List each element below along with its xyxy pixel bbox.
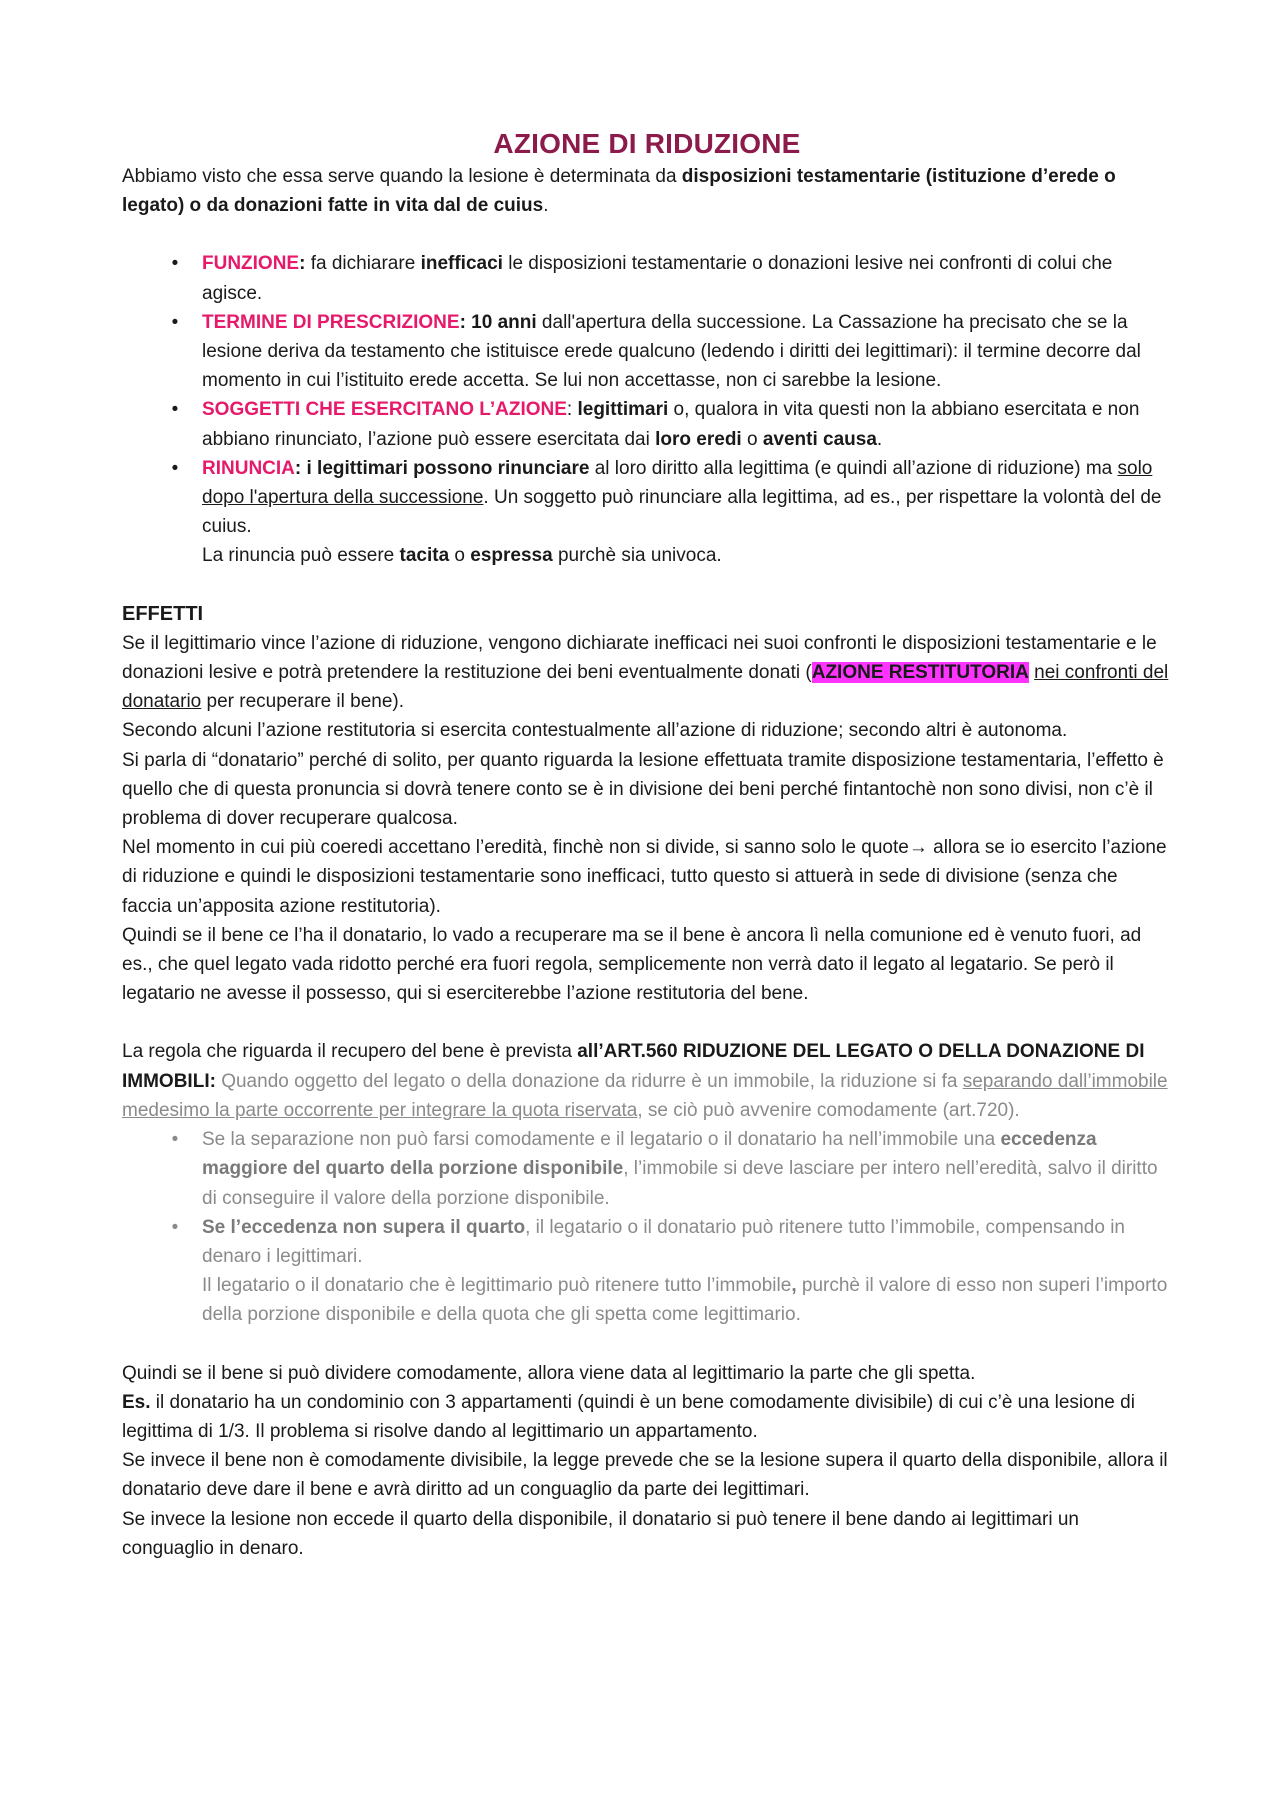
bullet-icon: • [171,253,179,275]
final-paragraph-1: Quindi se il bene si può dividere comodamente, allora viene data al legittimario la parte che gli spetta. [122,1362,976,1384]
effetti-paragraph-4: Nel momento in cui più coeredi accettano l’eredità, finchè non si divide, si sanno solo le quote→ allora se io esercito l’azione di riduzione e quindi le disposizioni testamentarie sono inefficaci, tutto questo si attuerà in sede di divisione (senza che faccia un’apposita azione restitutoria). [122,837,1167,917]
spacer [122,220,1172,249]
list-item-separazione: • Se la separazione non può farsi comodamente e il legatario o il donatario ha nell’immobile una eccedenza maggiore del quarto della porzione disponibile, l’immobile si deve lasciare per intero nell’eredità, salvo il diritto di conseguire il valore della porzione disponibile. [122,1125,1172,1213]
document-content [122,126,1172,1563]
effetti-paragraph-2: Secondo alcuni l’azione restitutoria si esercita contestualmente all’azione di riduzione; secondo altri è autonoma. [122,720,1068,742]
label-termine: TERMINE DI PRESCRIZIONE [202,311,460,333]
label-rinuncia: RINUNCIA [202,457,295,479]
effetti-paragraph-5: Quindi se il bene ce l’ha il donatario, lo vado a recuperare ma se il bene è ancora lì nella comunione ed è venuto fuori, ad es., che quel legato vada ridotto perché era fuori regola, semplicemente non verrà dato il legato al legatario. Se però il legatario ne avesse il possesso, qui si eserciterebbe l’azione restitutoria del bene. [122,924,1142,1005]
bullet-icon: • [171,1129,179,1151]
label-soggetti: SOGGETTI CHE ESERCITANO L’AZIONE [202,399,567,421]
label-funzione: FUNZIONE [202,253,300,275]
spacer [122,571,1172,600]
bullet-icon: • [171,457,179,479]
list-item-funzione: • FUNZIONE: fa dichiarare inefficaci le disposizioni testamentarie o donazioni lesive nei confronti di colui che agisce. [122,249,1172,307]
highlight-azione-restitutoria: AZIONE RESTITUTORIA [811,662,1029,684]
bullet-icon: • [171,399,179,421]
bullet-icon: • [171,1216,179,1238]
spacer [122,1008,1172,1037]
intro-paragraph: Abbiamo visto che essa serve quando la lesione è determinata da disposizioni testamentarie (istituzione d’erede o legato) o da donazioni fatte in vita dal de cuius. [122,166,1116,217]
effetti-paragraph-3: Si parla di “donatario” perché di solito, per quanto riguarda la lesione effettuata tramite disposizione testamentaria, l’effetto è quello che di questa pronuncia si dovrà tenere conto se è in divisione dei beni perché fintantochè non sono divisi, non c’è il problema di dover recuperare qualcosa. [122,749,1164,830]
final-paragraph-2: Es. il donatario ha un condominio con 3 appartamenti (quindi è un bene comodamente divisibile) di cui c’è una lesione di legittima di 1/3. Il problema si risolve dando al legittimario un appartamento. [122,1391,1135,1442]
effetti-paragraph-1: Se il legittimario vince l’azione di riduzione, vengono dichiarate inefficaci nei suoi confronti le disposizioni testamentarie e le donazioni lesive e potrà pretendere la restituzione dei beni eventualmente donati (AZIONE RESTITUTORIA nei confronti del donatario per recuperare il bene). [122,632,1169,713]
final-paragraph-3: Se invece il bene non è comodamente divisibile, la legge prevede che se la lesione supera il quarto della disponibile, allora il donatario deve dare il bene e avrà diritto ad un conguaglio da parte dei legittimari. [122,1450,1168,1501]
spacer [122,1330,1172,1359]
section-heading-effetti: EFFETTI [122,602,204,625]
list-item-termine: • TERMINE DI PRESCRIZIONE: 10 anni dall'apertura della successione. La Cassazione ha precisato che se la lesione deriva da testamento che istituisce erede qualcuno (ledendo i diritti dei legittimari): il termine decorre dal momento in cui l’istituito erede accetta. Se lui non accettasse, non ci sarebbe la lesione. [122,308,1172,396]
arrow-icon: → [908,837,928,859]
page-title: AZIONE DI RIDUZIONE [493,128,801,159]
bullet-icon: • [171,311,179,333]
bullet-list-main [122,249,1172,570]
art560-paragraph: La regola che riguarda il recupero del bene è prevista all’ART.560 RIDUZIONE DEL LEGATO O DELLA DONAZIONE DI IMMOBILI: Quando oggetto del legato o della donazione da ridurre è un immobile, la riduzione si fa separando dall’immobile medesimo la parte occorrente per integrare la quota riservata, se ciò può avvenire comodamente (art.720). [122,1041,1168,1121]
list-item-eccedenza: • Se l’eccedenza non supera il quarto, il legatario o il donatario può ritenere tutto l’immobile, compensando in denaro i legittimari. Il legatario o il donatario che è legittimario può ritenere tutto l’immobile, purchè il valore di esso non superi l’importo della porzione disponibile e della quota che gli spetta come legittimario. [122,1213,1172,1330]
list-item-rinuncia: • RINUNCIA: i legittimari possono rinunciare al loro diritto alla legittima (e quindi all’azione di riduzione) ma solo dopo l'apertura della successione. Un soggetto può rinunciare alla legittima, ad es., per rispettare la volontà del de cuius. La rinuncia può essere tacita o espressa purchè sia univoca. [122,454,1172,571]
final-paragraph-4: Se invece la lesione non eccede il quarto della disponibile, il donatario si può tenere il bene dando ai legittimari un conguaglio in denaro. [122,1508,1079,1559]
list-item-soggetti: • SOGGETTI CHE ESERCITANO L’AZIONE: legittimari o, qualora in vita questi non la abbiano esercitata e non abbiano rinunciato, l’azione può essere esercitata dai loro eredi o aventi causa. [122,395,1172,453]
bullet-list-art560 [122,1125,1172,1329]
